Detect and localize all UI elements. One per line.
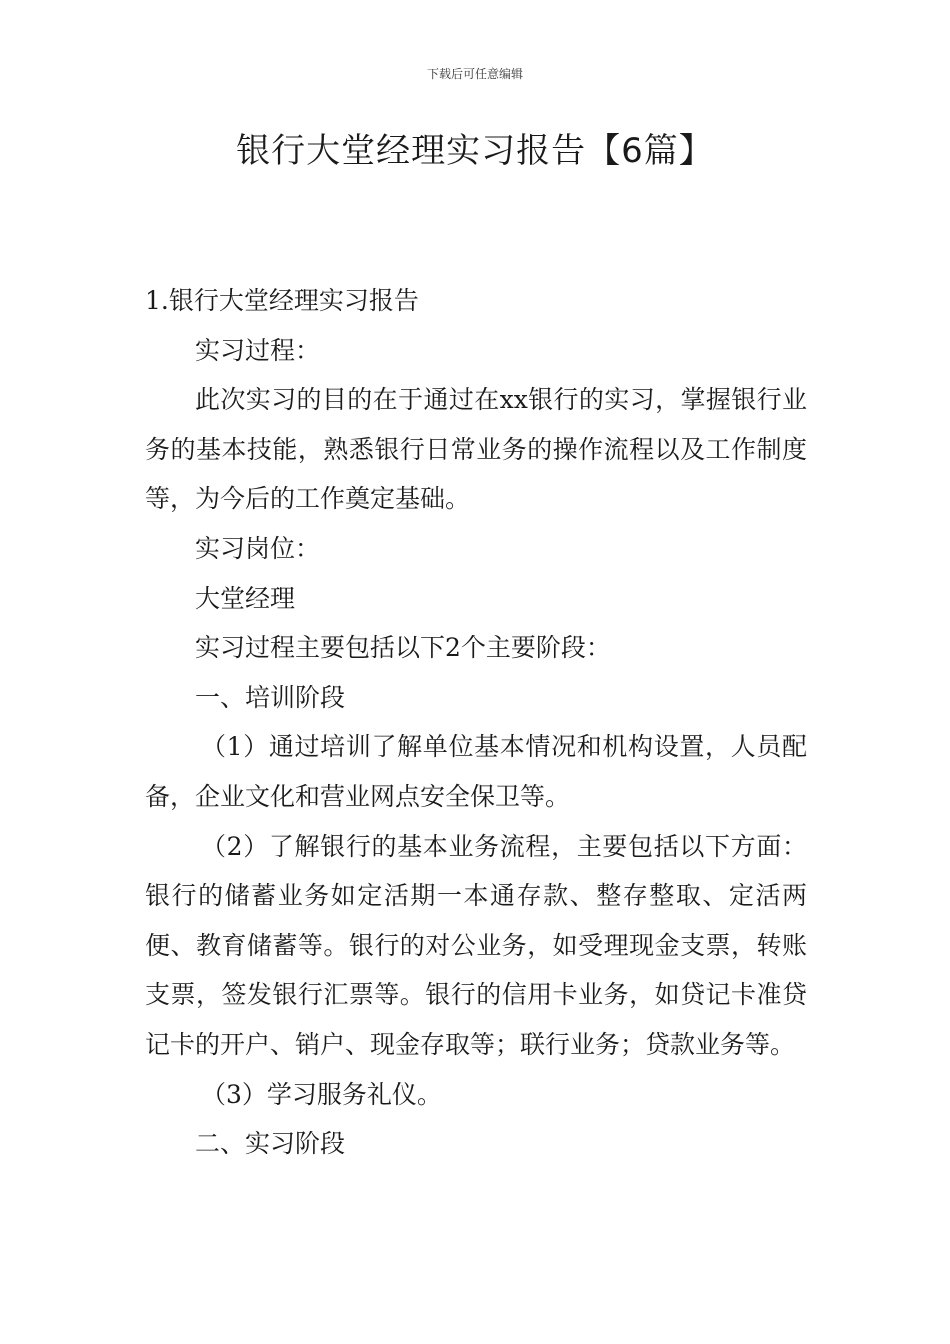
paragraph: 此次实习的目的在于通过在xx银行的实习，掌握银行业务的基本技能，熟悉银行日常业务的操作流程以及工作制度等，为今后的工作奠定基础。 bbox=[145, 385, 807, 514]
paragraph: 实习岗位： bbox=[195, 533, 321, 563]
paragraph: （2）了解银行的基本业务流程，主要包括以下方面：银行的储蓄业务如定活期一本通存款、整存整取、定活两便、教育储蓄等。银行的对公业务，如受理现金支票，转账支票，签发银行汇票等。银行的信用卡业务，如贷记卡准贷记卡的开户、销户、现金存取等；联行业务；贷款业务等。 bbox=[145, 831, 807, 1059]
paragraph: 实习过程： bbox=[195, 335, 321, 365]
document-body bbox=[145, 276, 807, 1169]
paragraph: （3）学习服务礼仪。 bbox=[201, 1079, 442, 1109]
paragraph: 一、培训阶段 bbox=[195, 682, 346, 712]
paragraph: 实习过程主要包括以下2个主要阶段： bbox=[195, 633, 611, 663]
document-title: 银行大堂经理实习报告【6篇】 bbox=[236, 131, 714, 171]
paragraph: 二、实习阶段 bbox=[195, 1129, 346, 1159]
paragraph: 大堂经理 bbox=[195, 583, 296, 613]
section-heading: 1.银行大堂经理实习报告 bbox=[145, 286, 419, 315]
header-note: 下载后可任意编辑 bbox=[426, 67, 523, 81]
paragraph: （1）通过培训了解单位基本情况和机构设置，人员配备，企业文化和营业网点安全保卫等。 bbox=[145, 732, 807, 811]
